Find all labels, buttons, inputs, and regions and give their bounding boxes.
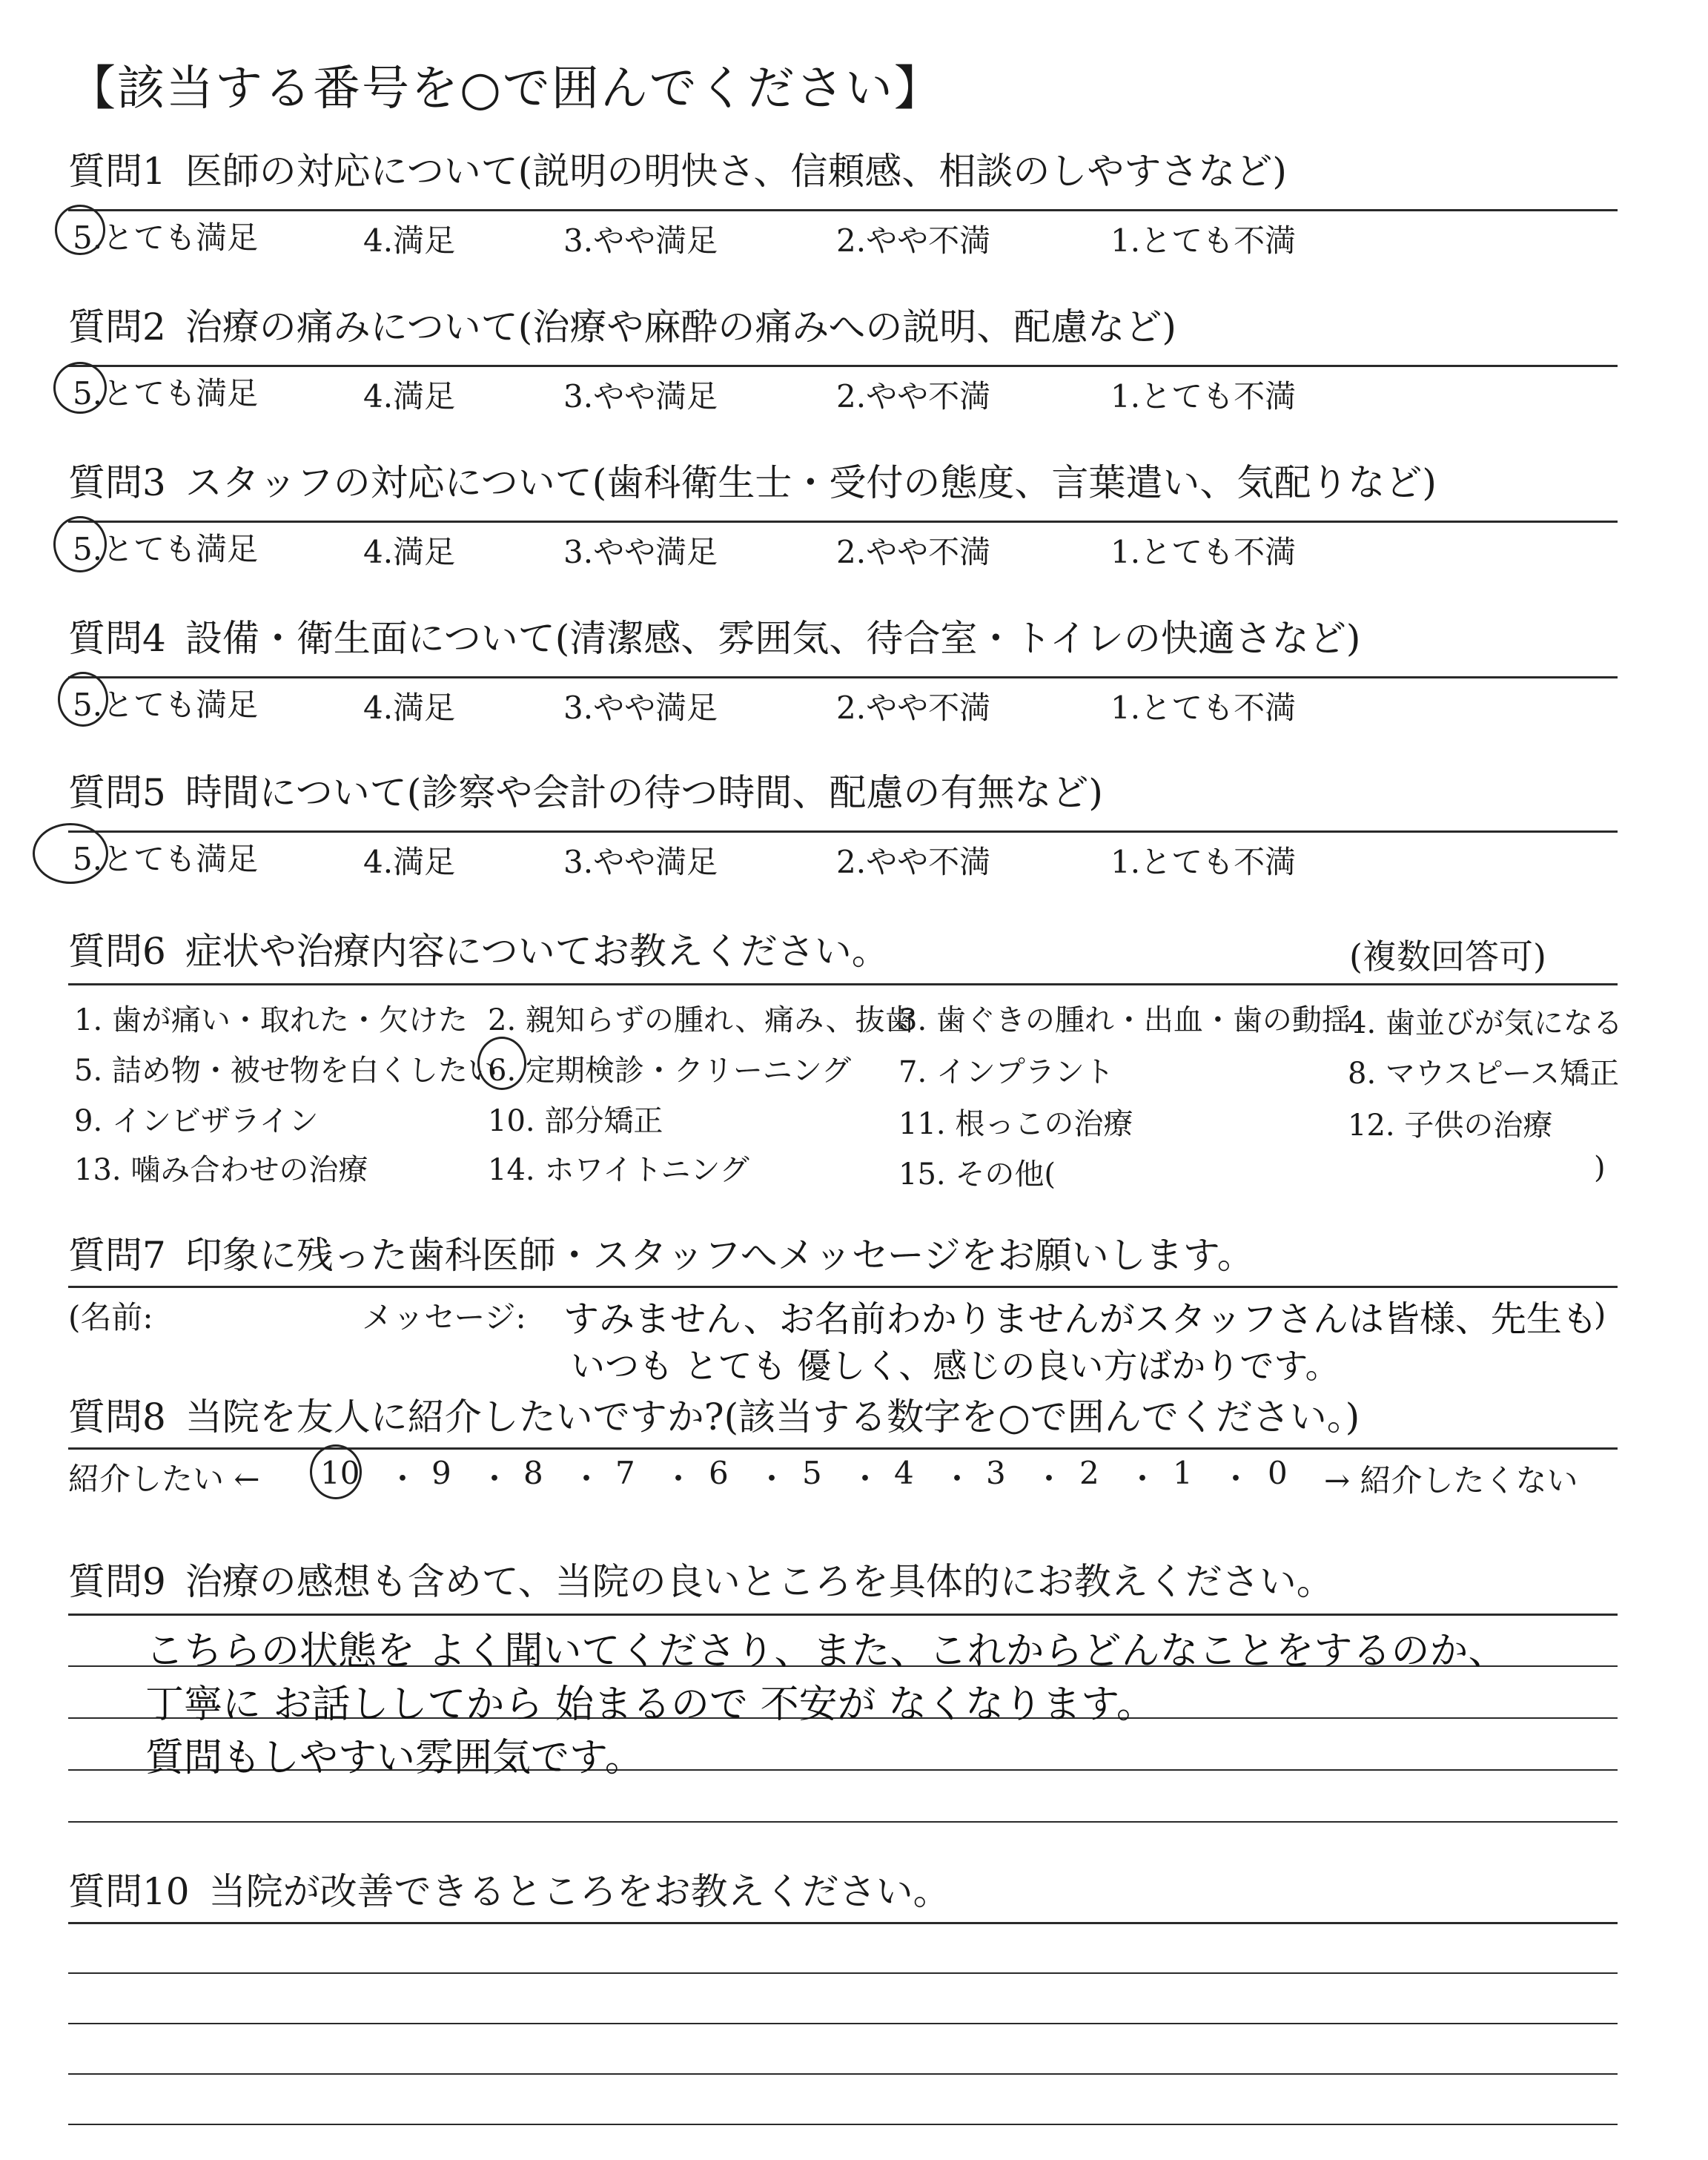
answer-line — [68, 2124, 1618, 2125]
treatment-option[interactable]: 7. インプラント — [898, 1055, 1114, 1089]
rating-option-3[interactable]: 3.やや満足 — [563, 222, 718, 259]
rating-option-2[interactable]: 2.やや不満 — [836, 534, 991, 570]
question-heading — [68, 770, 1625, 816]
rating-option-5[interactable]: 5.とても満足 — [73, 219, 259, 256]
scale-separator: ・ — [756, 1461, 788, 1497]
scale-value[interactable]: 2 — [1079, 1455, 1099, 1491]
scale-value[interactable]: 4 — [894, 1455, 914, 1491]
question-number: 質問8 — [68, 1396, 166, 1439]
divider-rule — [68, 365, 1618, 367]
rating-option-1[interactable]: 1.とても不満 — [1110, 844, 1297, 880]
name-label: (名前: — [68, 1299, 153, 1335]
rating-option-5[interactable]: 5.とても満足 — [73, 841, 259, 877]
question-2 — [68, 304, 1625, 350]
question-text: 医師の対応について(説明の明快さ、信頼感、相談のしやすさなど) — [185, 150, 1287, 193]
divider-rule — [68, 1447, 1618, 1450]
divider-rule — [68, 983, 1618, 985]
rating-option-2[interactable]: 2.やや不満 — [836, 844, 991, 880]
rating-option-4[interactable]: 4.満足 — [363, 690, 456, 726]
answer-circle-mark — [310, 1444, 362, 1499]
scale-separator: ・ — [1127, 1461, 1159, 1497]
scale-separator: ・ — [1033, 1461, 1065, 1497]
answer-circle-mark — [33, 823, 108, 884]
treatment-option[interactable]: 1. 歯が痛い・取れた・欠けた — [74, 1003, 468, 1037]
scale-separator: ・ — [571, 1461, 603, 1497]
question-8 — [68, 1394, 1625, 1440]
question-heading — [68, 148, 1625, 194]
treatment-option[interactable]: 4. 歯並びが気になる — [1348, 1006, 1623, 1040]
treatment-option[interactable]: 8. マウスピース矯正 — [1348, 1057, 1620, 1091]
treatment-option[interactable]: 14. ホワイトニング — [488, 1153, 749, 1187]
scale-value[interactable]: 9 — [431, 1455, 451, 1491]
treatment-option[interactable]: 15. その他( — [898, 1157, 1056, 1192]
question-text: 印象に残った歯科医師・スタッフへメッセージをお願いします。 — [185, 1234, 1254, 1277]
question-number: 質問2 — [68, 305, 166, 349]
question-text: 治療の感想も含めて、当院の良いところを具体的にお教えください。 — [185, 1560, 1334, 1603]
answer-circle-mark — [53, 516, 107, 572]
question-3 — [68, 460, 1625, 506]
answer-line — [68, 2023, 1618, 2024]
treatment-option[interactable]: 10. 部分矯正 — [488, 1104, 663, 1138]
question-1 — [68, 148, 1625, 194]
rating-option-5[interactable]: 5.とても満足 — [73, 687, 259, 723]
rating-option-4[interactable]: 4.満足 — [363, 222, 456, 259]
question-number: 質問6 — [68, 930, 166, 973]
answer-line — [68, 1972, 1618, 1974]
question-heading — [68, 1559, 1625, 1605]
question-text: 当院が改善できるところをお教えください。 — [208, 1870, 950, 1913]
divider-rule — [68, 830, 1618, 833]
question-number: 質問10 — [68, 1870, 190, 1913]
scale-value[interactable]: 5 — [802, 1455, 822, 1491]
scale-value[interactable]: 1 — [1173, 1455, 1193, 1491]
rating-option-2[interactable]: 2.やや不満 — [836, 378, 991, 415]
question-5 — [68, 770, 1625, 816]
question-heading — [68, 1232, 1625, 1278]
scale-value[interactable]: 7 — [615, 1455, 635, 1491]
question-number: 質問7 — [68, 1234, 166, 1277]
answer-circle-mark — [477, 1037, 526, 1090]
question-heading — [68, 1394, 1625, 1440]
scale-value[interactable]: 8 — [523, 1455, 543, 1491]
scale-separator: ・ — [663, 1461, 695, 1497]
scale-separator: ・ — [941, 1461, 973, 1497]
answer-line — [68, 2073, 1618, 2075]
question-text: 時間について(診察や会計の待つ時間、配慮の有無など) — [185, 771, 1103, 814]
divider-rule — [68, 1922, 1618, 1924]
rating-option-2[interactable]: 2.やや不満 — [836, 222, 991, 259]
scale-value[interactable]: 6 — [709, 1455, 729, 1491]
rating-option-1[interactable]: 1.とても不満 — [1110, 222, 1297, 259]
question-heading — [68, 1869, 1625, 1915]
question-number: 質問1 — [68, 150, 166, 193]
handwritten-message-line: いつも とても 優しく、感じの良い方ばかりです。 — [571, 1346, 1340, 1386]
scale-left-label: 紹介したい ← — [68, 1461, 260, 1497]
rating-option-4[interactable]: 4.満足 — [363, 534, 456, 570]
question-number: 質問4 — [68, 617, 166, 660]
question-4 — [68, 615, 1625, 661]
question-text: 設備・衛生面について(清潔感、雰囲気、待合室・トイレの快適さなど) — [185, 617, 1361, 660]
question-text: スタッフの対応について(歯科衛生士・受付の態度、言葉遣い、気配りなど) — [185, 461, 1437, 504]
handwritten-answer-line: 質問もしやすい雰囲気です。 — [145, 1736, 643, 1780]
question-text: 治療の痛みについて(治療や麻酔の痛みへの説明、配慮など) — [185, 305, 1176, 349]
rating-option-1[interactable]: 1.とても不満 — [1110, 378, 1297, 415]
handwritten-answer-line: こちらの状態を よく聞いてくださり、また、これからどんなことをするのか、 — [145, 1629, 1507, 1674]
divider-rule — [68, 209, 1618, 211]
scale-value[interactable]: 0 — [1268, 1455, 1288, 1491]
question-text: 当院を友人に紹介したいですか?(該当する数字を○で囲んでください。) — [185, 1396, 1360, 1439]
rating-option-2[interactable]: 2.やや不満 — [836, 690, 991, 726]
divider-rule — [68, 1286, 1618, 1288]
rating-option-4[interactable]: 4.満足 — [363, 844, 456, 880]
rating-option-4[interactable]: 4.満足 — [363, 378, 456, 415]
treatment-option[interactable]: 5. 詰め物・被せ物を白くしたい — [74, 1054, 497, 1088]
question-heading — [68, 615, 1625, 661]
answer-line — [68, 1821, 1618, 1823]
question-number: 質問9 — [68, 1560, 166, 1603]
question-number: 質問3 — [68, 461, 166, 504]
handwritten-answer-line: 丁寧に お話ししてから 始まるので 不安が なくなります。 — [145, 1682, 1155, 1727]
scale-right-label: → 紹介したくない — [1324, 1462, 1578, 1499]
question-heading — [68, 460, 1625, 506]
divider-rule — [68, 1614, 1618, 1616]
answer-circle-mark — [55, 205, 105, 255]
treatment-option[interactable]: 9. インビザライン — [74, 1104, 319, 1138]
question-number: 質問5 — [68, 771, 166, 814]
treatment-option[interactable]: 13. 噛み合わせの治療 — [74, 1153, 368, 1187]
treatment-option[interactable]: 6. 定期検診・クリーニング — [488, 1054, 852, 1088]
scale-separator: ・ — [387, 1461, 419, 1497]
treatment-option[interactable]: 11. 根っこの治療 — [898, 1107, 1133, 1141]
treatment-option[interactable]: 3. 歯ぐきの腫れ・出血・歯の動揺 — [898, 1003, 1351, 1037]
close-paren: ) — [1594, 1296, 1606, 1332]
scale-value[interactable]: 3 — [986, 1455, 1006, 1491]
rating-option-5[interactable]: 5.とても満足 — [73, 531, 259, 567]
rating-option-3[interactable]: 3.やや満足 — [563, 844, 718, 880]
scale-separator: ・ — [850, 1461, 881, 1497]
message-label: メッセージ: — [362, 1299, 526, 1335]
rating-option-1[interactable]: 1.とても不満 — [1110, 690, 1297, 726]
rating-option-1[interactable]: 1.とても不満 — [1110, 534, 1297, 570]
divider-rule — [68, 521, 1618, 523]
answer-circle-mark — [58, 672, 108, 727]
question-7 — [68, 1232, 1625, 1278]
treatment-option[interactable]: 2. 親知らずの腫れ、痛み、抜歯 — [488, 1003, 915, 1037]
rating-option-5[interactable]: 5.とても満足 — [73, 375, 259, 412]
answer-circle-mark — [53, 362, 107, 414]
question-text: 症状や治療内容についてお教えください。 — [185, 930, 889, 973]
scale-value[interactable]: 10 — [320, 1455, 360, 1491]
divider-rule — [68, 676, 1618, 678]
question-heading — [68, 304, 1625, 350]
multiple-answer-note: (複数回答可) — [1349, 937, 1546, 977]
question-10 — [68, 1869, 1625, 1915]
question-9 — [68, 1559, 1625, 1605]
close-paren: ) — [1594, 1151, 1606, 1185]
page-title: 【該当する番号を○で囲んでください】 — [68, 62, 943, 116]
scale-separator: ・ — [479, 1461, 511, 1497]
rating-option-3[interactable]: 3.やや満足 — [563, 534, 718, 570]
rating-option-3[interactable]: 3.やや満足 — [563, 690, 718, 726]
handwritten-message-line: すみません、お名前わかりませんがスタッフさんは皆様、先生も — [563, 1298, 1598, 1340]
rating-option-3[interactable]: 3.やや満足 — [563, 378, 718, 415]
scale-separator: ・ — [1220, 1461, 1252, 1497]
treatment-option[interactable]: 12. 子供の治療 — [1348, 1109, 1553, 1143]
